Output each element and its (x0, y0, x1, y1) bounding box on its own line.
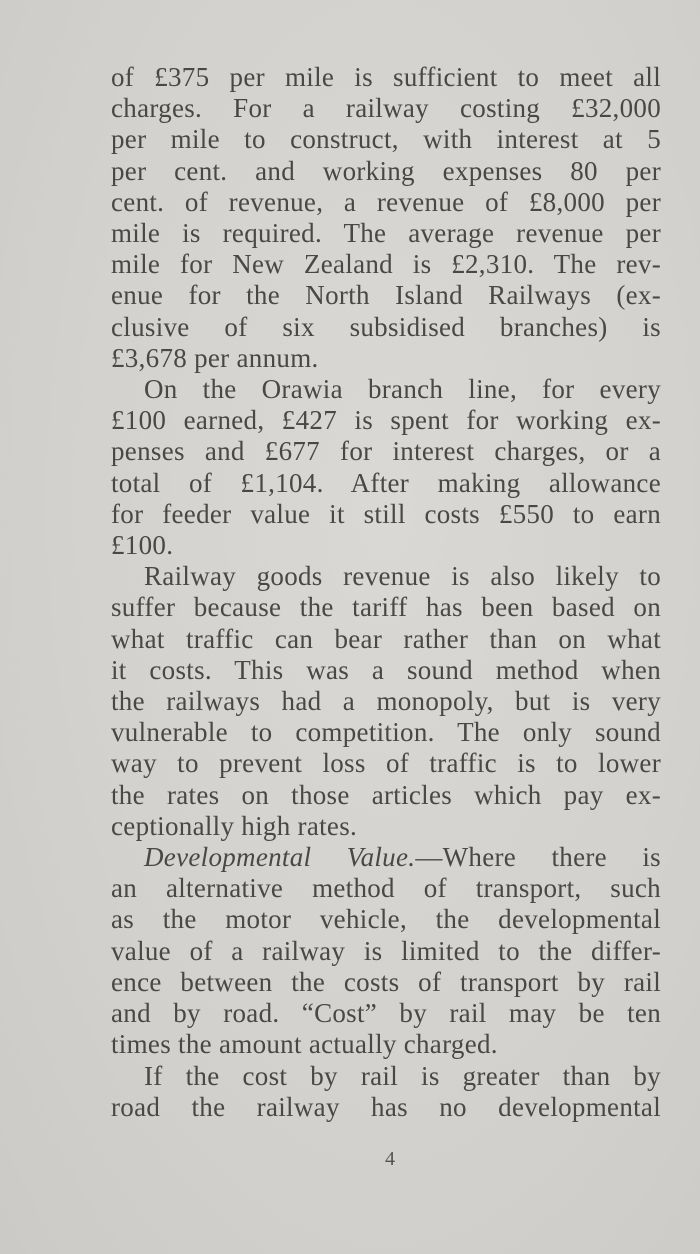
text-line: and by road. “Cost” by rail may be ten (111, 998, 661, 1029)
text-line: ence between the costs of transport by rail (111, 966, 661, 997)
paragraph-5 (111, 1061, 661, 1123)
body-text (111, 62, 661, 1123)
paragraph-2 (111, 374, 661, 561)
paragraph-4 (111, 842, 661, 1060)
paragraph-1 (111, 62, 661, 374)
text-line: the rates on those articles which pay ex- (111, 779, 661, 810)
text-line: ceptionally high rates. (111, 810, 358, 841)
text-line: cent. of revenue, a revenue of £8,000 per (111, 186, 661, 217)
text-line: enue for the North Island Railways (ex- (111, 280, 661, 311)
text-line: £100 earned, £427 is spent for working ex- (111, 405, 661, 436)
text-line: £3,678 per annum. (111, 342, 319, 373)
text-line: charges. For a railway costing £32,000 (111, 93, 661, 124)
text-line: times the amount actually charged. (111, 1029, 498, 1060)
text-line: value of a railway is limited to the differ- (111, 935, 661, 966)
text-line: mile for New Zealand is £2,310. The rev- (111, 249, 661, 280)
text-line: On the Orawia branch line, for every (144, 374, 661, 405)
text-line: If the cost by rail is greater than by (144, 1060, 661, 1091)
text-line: mile is required. The average revenue per (111, 218, 661, 249)
text-line: total of £1,104. After making allowance (111, 467, 661, 498)
text-line: it costs. This was a sound method when (111, 654, 661, 685)
text-line (111, 842, 661, 873)
text-line: £100. (111, 530, 174, 561)
text-line: per cent. and working expenses 80 per (111, 155, 661, 186)
text-line: of £375 per mile is sufficient to meet all (111, 62, 661, 92)
text-line: vulnerable to competition. The only sound (111, 717, 661, 748)
text-line: road the railway has no developmental (111, 1091, 661, 1122)
text-run: —Where there is (415, 842, 661, 873)
text-line: per mile to construct, with interest at 5 (111, 124, 661, 155)
text-line: suffer because the tariff has been based on (111, 592, 661, 623)
text-line: for feeder value it still costs £550 to earn (111, 498, 661, 529)
text-line: way to prevent loss of traffic is to lower (111, 748, 661, 779)
text-line: what traffic can bear rather than on what (111, 623, 661, 654)
text-line: an alternative method of transport, such (111, 873, 661, 904)
text-line: as the motor vehicle, the developmental (111, 904, 661, 935)
paragraph-3 (111, 561, 661, 842)
page-number: 4 (385, 1148, 395, 1170)
text-line: penses and £677 for interest charges, or a (111, 436, 661, 467)
text-line: Railway goods revenue is also likely to (144, 561, 661, 592)
text-line: the railways had a monopoly, but is very (111, 686, 661, 717)
section-heading: Developmental Value. (144, 842, 416, 873)
text-line: clusive of six subsidised branches) is (111, 311, 661, 342)
